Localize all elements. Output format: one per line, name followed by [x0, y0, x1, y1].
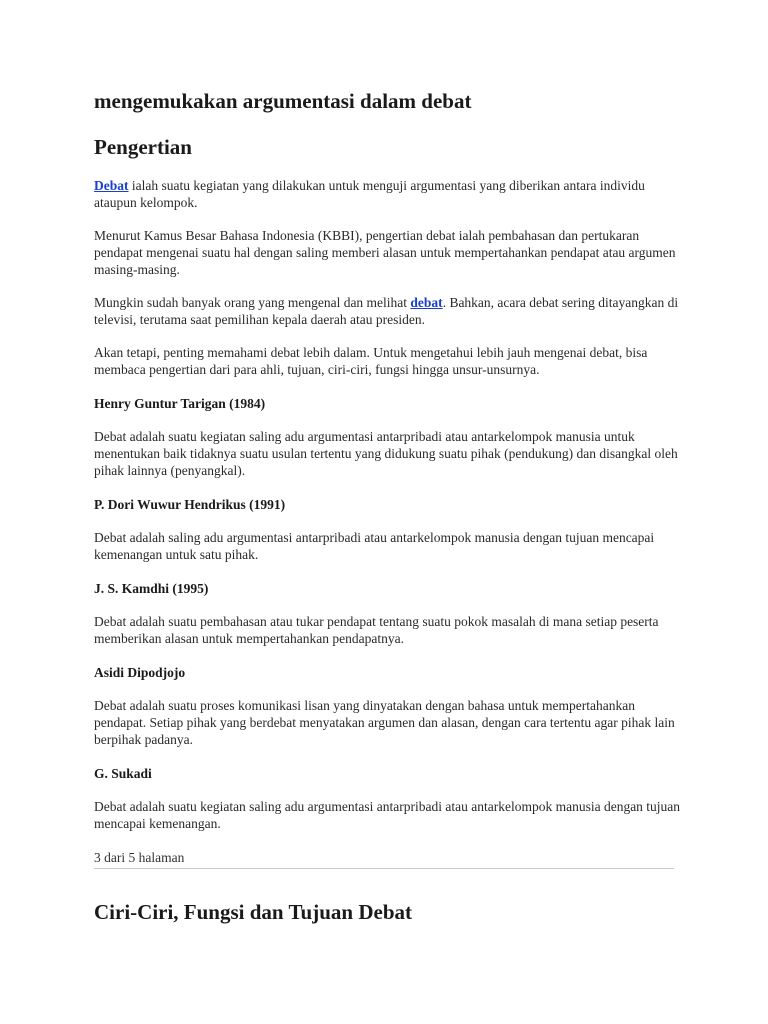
page-divider [94, 868, 674, 869]
debat-link[interactable]: debat [410, 295, 443, 310]
debat-link[interactable]: Debat [94, 178, 129, 193]
paragraph-television [94, 294, 684, 328]
expert-definition: Debat adalah saling adu argumentasi antarpribadi atau antarkelompok manusia dengan tujuan mencapai kemenangan untuk satu pihak. [94, 530, 655, 562]
expert-name: Asidi Dipodjojo [94, 665, 186, 680]
page-indicator: 3 dari 5 halaman [94, 850, 185, 865]
paragraph-intro-experts: Akan tetapi, penting memahami debat lebih dalam. Untuk mengetahui lebih jauh mengenai debat, bisa membaca pengertian dari para ahli, tujuan, ciri-ciri, fungsi hingga unsur-unsurnya. [94, 345, 648, 377]
document-content [94, 88, 684, 925]
expert-name: Henry Guntur Tarigan (1984) [94, 396, 266, 411]
expert-name: P. Dori Wuwur Hendrikus (1991) [94, 497, 286, 512]
document-title: mengemukakan argumentasi dalam debat [94, 89, 472, 113]
expert-name: J. S. Kamdhi (1995) [94, 581, 209, 596]
expert-definition: Debat adalah suatu pembahasan atau tukar pendapat tentang suatu pokok masalah di mana setiap peserta memberikan alasan untuk mempertahankan pendapatnya. [94, 614, 659, 646]
expert-definition: Debat adalah suatu proses komunikasi lisan yang dinyatakan dengan bahasa untuk mempertahankan pendapat. Setiap pihak yang berdebat menyatakan argumen dan alasan, dengan cara tertentu agar pihak lain berpihak padanya. [94, 698, 675, 747]
section-heading-pengertian: Pengertian [94, 135, 192, 159]
paragraph-text: ialah suatu kegiatan yang dilakukan untuk menguji argumentasi yang diberikan antara individu ataupun kelompok. [94, 178, 645, 210]
section-heading-ciri-ciri: Ciri-Ciri, Fungsi dan Tujuan Debat [94, 900, 412, 924]
paragraph-text: . Bahkan, acara debat sering ditayangkan di televisi, terutama saat pemilihan kepala daerah atau presiden. [94, 295, 679, 327]
paragraph-definition [94, 177, 684, 211]
paragraph-text: Mungkin sudah banyak orang yang mengenal dan melihat [94, 295, 411, 310]
expert-definition: Debat adalah suatu kegiatan saling adu argumentasi antarpribadi atau antarkelompok manusia dengan tujuan mencapai kemenangan. [94, 799, 681, 831]
paragraph-kbbi: Menurut Kamus Besar Bahasa Indonesia (KBBI), pengertian debat ialah pembahasan dan pertukaran pendapat mengenai suatu hal dengan saling memberi alasan untuk mempertahankan pendapat atau argumen masing-masing. [94, 228, 676, 277]
expert-name: G. Sukadi [94, 766, 152, 781]
expert-definition: Debat adalah suatu kegiatan saling adu argumentasi antarpribadi atau antarkelompok manusia untuk menentukan baik tidaknya suatu usulan tertentu yang didukung suatu pihak (pendukung) dan disangkal oleh pihak lainnya (penyangkal). [94, 429, 678, 478]
